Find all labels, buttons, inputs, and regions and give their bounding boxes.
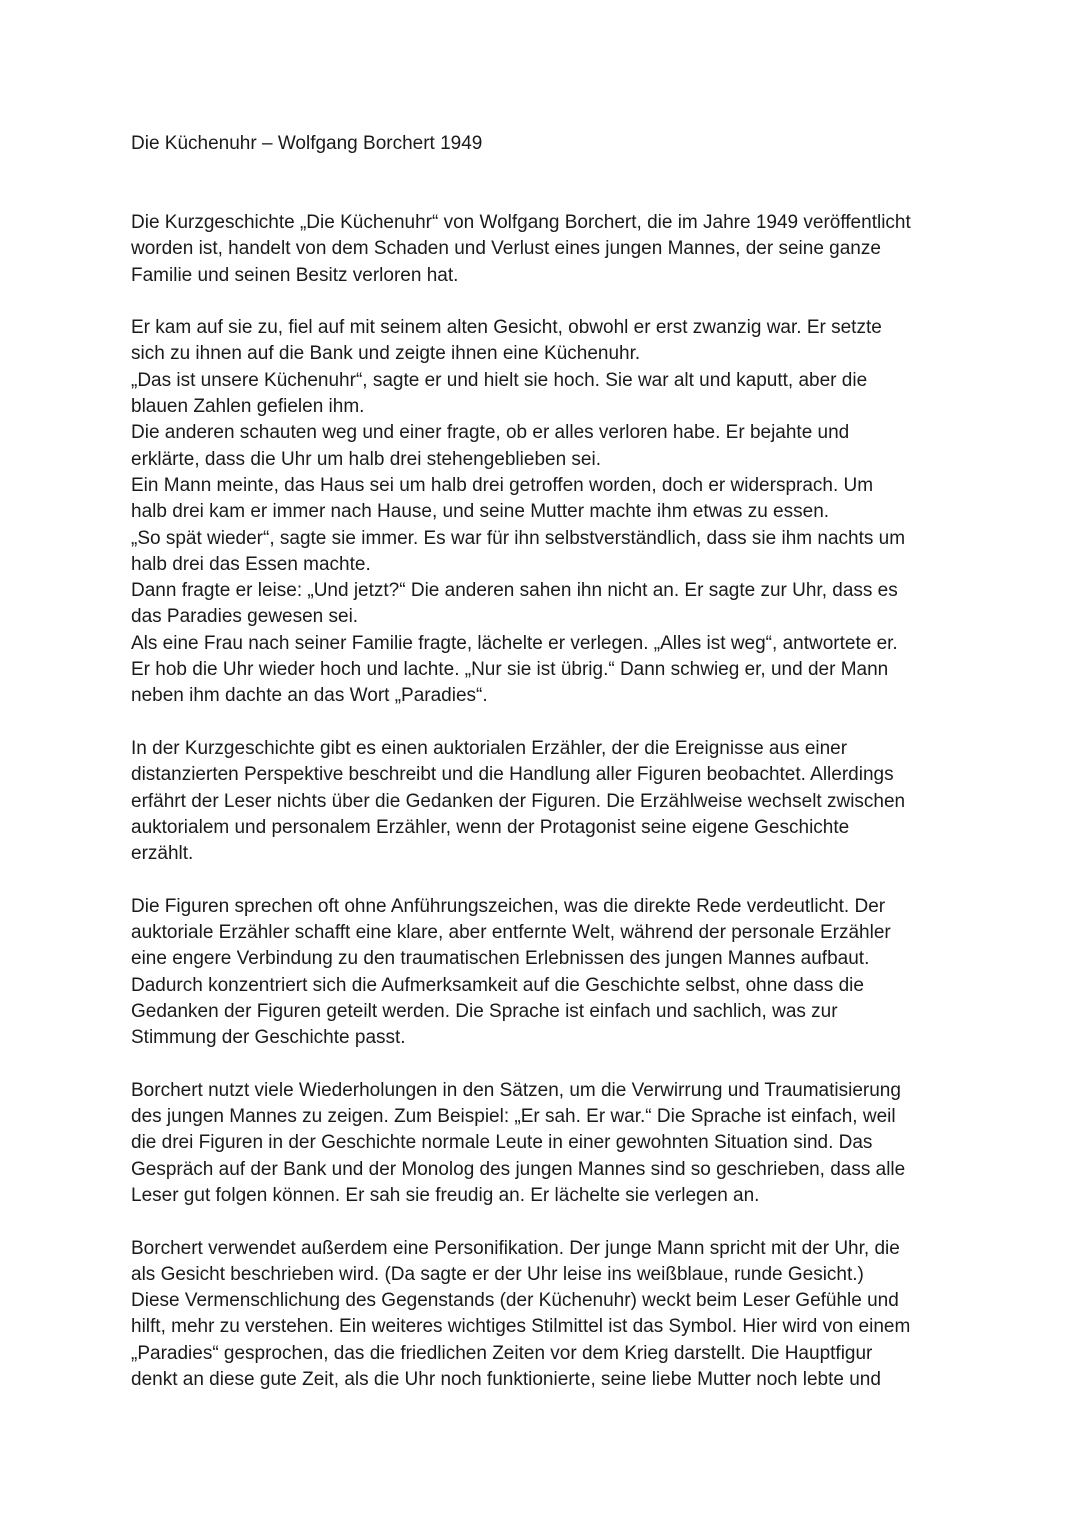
text-line: Die Figuren sprechen oft ohne Anführungszeichen, was die direkte Rede verdeutlicht. Der — [131, 895, 886, 917]
document-title: Die Küchenuhr – Wolfgang Borchert 1949 — [131, 133, 483, 154]
text-line: Stimmung der Geschichte passt. — [131, 1027, 406, 1049]
text-line: Er kam auf sie zu, fiel auf mit seinem alten Gesicht, obwohl er erst zwanzig war. Er setzte — [131, 317, 882, 339]
spacer — [131, 1052, 961, 1078]
text-line: halb drei kam er immer nach Hause, und seine Mutter machte ihm etwas zu essen. — [131, 501, 830, 523]
text-line: als Gesicht beschrieben wird. (Da sagte er der Uhr leise ins weißblaue, runde Gesicht.) — [131, 1263, 864, 1285]
text-line: des jungen Mannes zu zeigen. Zum Beispiel: „Er sah. Er war.“ Die Sprache ist einfach, weil — [131, 1106, 896, 1128]
spacer — [131, 1209, 961, 1235]
text-line: die drei Figuren in der Geschichte normale Leute in einer gewohnten Situation sind. Das — [131, 1132, 873, 1154]
paragraph-stylistic-devices — [131, 1236, 961, 1394]
document-page — [131, 131, 961, 1393]
text-line: Gespräch auf der Bank und der Monolog des jungen Mannes sind so geschrieben, dass alle — [131, 1158, 906, 1180]
text-line: hilft, mehr zu verstehen. Ein weiteres wichtiges Stilmittel ist das Symbol. Hier wird von einem — [131, 1316, 911, 1338]
text-line: distanzierten Perspektive beschreibt und die Handlung aller Figuren beobachtet. Allerdings — [131, 764, 894, 786]
paragraph-repetition — [131, 1078, 961, 1209]
text-line: „Paradies“ gesprochen, das die friedlichen Zeiten vor dem Krieg darstellt. Die Hauptfigur — [131, 1342, 873, 1364]
text-line: erfährt der Leser nichts über die Gedanken der Figuren. Die Erzählweise wechselt zwischen — [131, 790, 906, 812]
text-line: erklärte, dass die Uhr um halb drei stehengeblieben sei. — [131, 448, 601, 470]
text-line: blauen Zahlen gefielen ihm. — [131, 396, 365, 418]
text-line: erzählt. — [131, 843, 194, 865]
text-line: „Das ist unsere Küchenuhr“, sagte er und hielt sie hoch. Sie war alt und kaputt, aber die — [131, 369, 868, 391]
text-line: Borchert nutzt viele Wiederholungen in den Sätzen, um die Verwirrung und Traumatisierung — [131, 1079, 901, 1101]
text-line: Die anderen schauten weg und einer fragte, ob er alles verloren habe. Er bejahte und — [131, 422, 850, 444]
text-line: Die Kurzgeschichte „Die Küchenuhr“ von Wolfgang Borchert, die im Jahre 1949 veröffentlicht — [131, 212, 911, 233]
text-line: In der Kurzgeschichte gibt es einen auktorialen Erzähler, der die Ereignisse aus einer — [131, 737, 848, 759]
text-line: Diese Vermenschlichung des Gegenstands (der Küchenuhr) weckt beim Leser Gefühle und — [131, 1290, 899, 1312]
paragraph-summary — [131, 315, 961, 709]
text-line: auktorialem und personalem Erzähler, wenn der Protagonist seine eigene Geschichte — [131, 816, 850, 838]
text-line: auktoriale Erzähler schafft eine klare, aber entfernte Welt, während der personale Erzähler — [131, 922, 891, 944]
spacer — [131, 289, 961, 315]
paragraph-speech — [131, 894, 961, 1052]
text-line: denkt an diese gute Zeit, als die Uhr noch funktionierte, seine liebe Mutter noch lebte und — [131, 1369, 881, 1391]
text-line: Familie und seinen Besitz verloren hat. — [131, 264, 459, 286]
text-line: sich zu ihnen auf die Bank und zeigte ihnen eine Küchenuhr. — [131, 343, 641, 365]
text-line: Ein Mann meinte, das Haus sei um halb drei getroffen worden, doch er widersprach. Um — [131, 474, 874, 496]
paragraph-intro — [131, 210, 961, 289]
spacer — [131, 867, 961, 893]
text-line: eine engere Verbindung zu den traumatischen Erlebnissen des jungen Mannes aufbaut. — [131, 948, 870, 970]
text-line: Dann fragte er leise: „Und jetzt?“ Die anderen sahen ihn nicht an. Er sagte zur Uhr, dass es — [131, 580, 898, 602]
spacer — [131, 157, 961, 210]
text-line: Borchert verwendet außerdem eine Personifikation. Der junge Mann spricht mit der Uhr, die — [131, 1237, 900, 1259]
text-line: Leser gut folgen können. Er sah sie freudig an. Er lächelte sie verlegen an. — [131, 1184, 760, 1206]
text-line: Dadurch konzentriert sich die Aufmerksamkeit auf die Geschichte selbst, ohne dass die — [131, 974, 864, 996]
text-line: Er hob die Uhr wieder hoch und lachte. „Nur sie ist übrig.“ Dann schwieg er, und der Mann — [131, 659, 889, 681]
text-line: Gedanken der Figuren geteilt werden. Die Sprache ist einfach und sachlich, was zur — [131, 1000, 838, 1022]
text-line: „So spät wieder“, sagte sie immer. Es war für ihn selbstverständlich, dass sie ihm nachts um — [131, 527, 906, 549]
text-line: worden ist, handelt von dem Schaden und Verlust eines jungen Mannes, der seine ganze — [131, 238, 881, 260]
text-line: das Paradies gewesen sei. — [131, 606, 359, 628]
spacer — [131, 710, 961, 736]
text-line: neben ihm dachte an das Wort „Paradies“. — [131, 685, 488, 707]
paragraph-narrator — [131, 736, 961, 867]
text-line: halb drei das Essen machte. — [131, 553, 371, 575]
text-line: Als eine Frau nach seiner Familie fragte, lächelte er verlegen. „Alles ist weg“, antwortete er. — [131, 632, 898, 654]
